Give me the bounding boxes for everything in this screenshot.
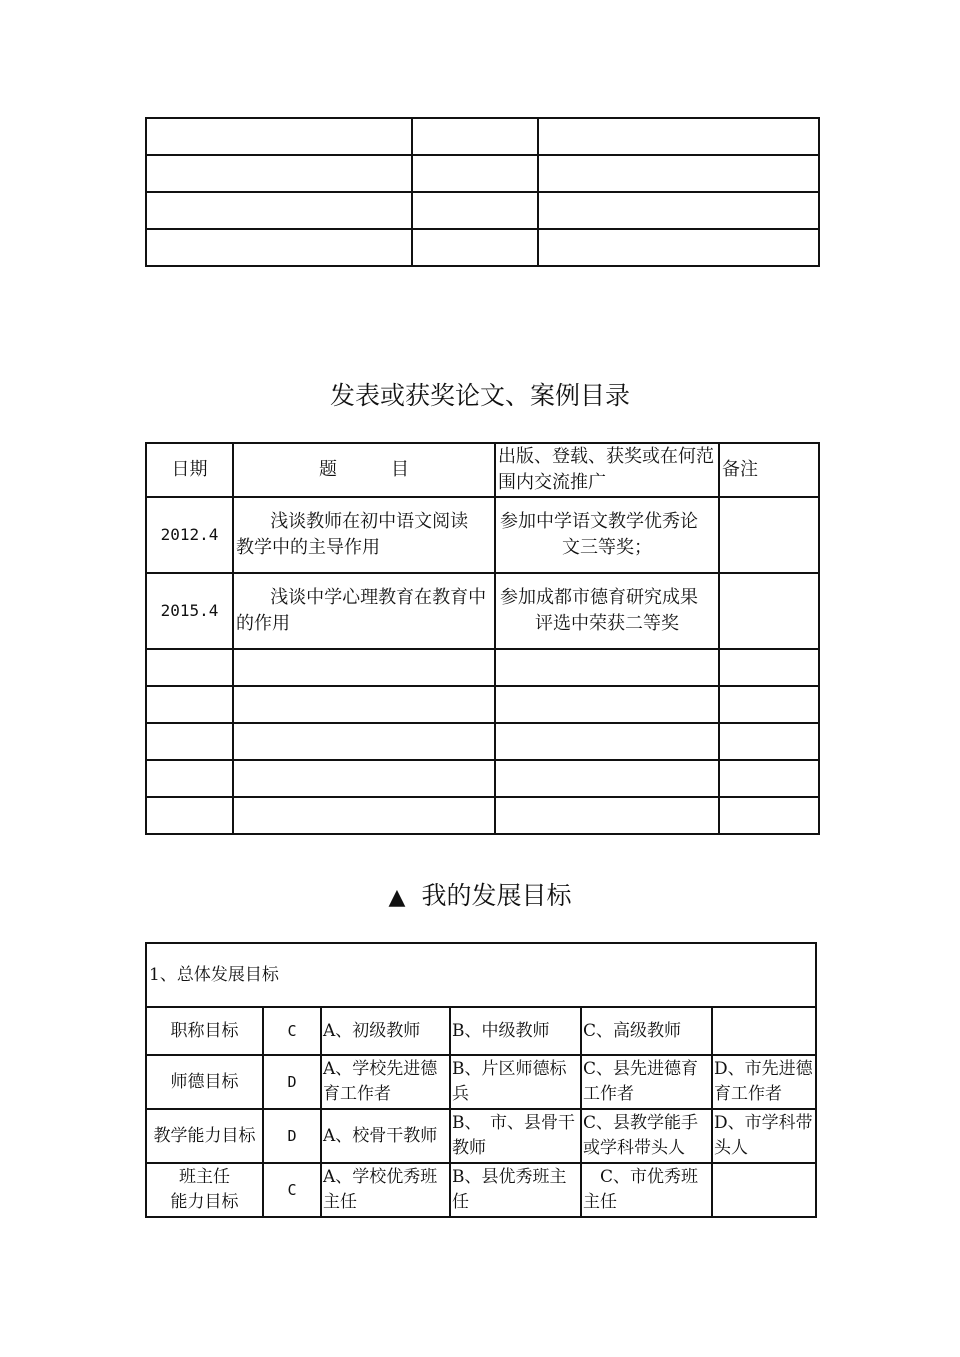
goal-option-d: D、市先进德育工作者 [712,1055,816,1109]
goal-level: C [263,1007,321,1055]
empty-cell [146,229,412,266]
paper-publication-line: 评选中荣获二等奖 [535,613,679,634]
paper-subject-line: 浅谈中学心理教育在教育中 [270,587,487,608]
header-subject: 题 目 [233,443,495,497]
empty-cell [146,118,412,155]
goal-option-c: C、市优秀班主任 [581,1163,712,1217]
goal-option-d: D、市学科带头人 [712,1109,816,1163]
paper-note [719,573,819,649]
triangle-marker-icon: ▲ [388,885,406,910]
empty-cell [495,686,719,723]
table-row [146,229,819,266]
goal-option-d [712,1007,816,1055]
papers-table [145,442,820,835]
empty-cell [719,686,819,723]
paper-publication-line: 参加成都市德育研究成果 [500,587,698,608]
empty-cell [719,723,819,760]
empty-cell [495,797,719,834]
continued-empty-table [145,117,820,267]
empty-cell [412,229,538,266]
goal-option-a: A、学校先进德育工作者 [321,1055,450,1109]
empty-cell [538,118,819,155]
empty-cell [538,229,819,266]
goal-option-b: B、 市、县骨干教师 [450,1109,581,1163]
empty-cell [146,649,233,686]
empty-cell [412,192,538,229]
table-row [146,1055,816,1109]
goal-option-b: B、中级教师 [450,1007,581,1055]
goal-option-c: C、县先进德育工作者 [581,1055,712,1109]
paper-subject [233,497,495,573]
goal-label: 教学能力目标 [146,1109,263,1163]
header-note: 备注 [719,443,819,497]
empty-cell [412,155,538,192]
empty-cell [233,797,495,834]
table-row [146,943,816,1007]
paper-subject-line: 浅谈教师在初中语文阅读 [270,511,469,532]
paper-date: 2012.4 [146,497,233,573]
header-date: 日期 [146,443,233,497]
goal-option-b: B、县优秀班主任 [450,1163,581,1217]
goal-label [146,1163,263,1217]
goal-level: D [263,1055,321,1109]
empty-cell [719,797,819,834]
goals-table [145,942,817,1218]
goal-level: D [263,1109,321,1163]
empty-cell [146,797,233,834]
empty-cell [538,155,819,192]
table-row [146,1007,816,1055]
goal-label: 师德目标 [146,1055,263,1109]
paper-subject-line: 教学中的主导作用 [236,537,380,558]
empty-cell [495,760,719,797]
table-row [146,573,819,649]
goal-option-a: A、初级教师 [321,1007,450,1055]
table-row [146,192,819,229]
paper-subject-line: 的作用 [236,613,290,634]
goal-option-a: A、学校优秀班主任 [321,1163,450,1217]
goal-label-line: 能力目标 [170,1192,239,1212]
paper-note [719,497,819,573]
empty-cell [233,723,495,760]
goals-section-title [0,876,960,912]
table-row [146,797,819,834]
empty-cell [146,760,233,797]
empty-cell [146,686,233,723]
empty-cell [495,649,719,686]
paper-publication-line: 参加中学语文教学优秀论 [500,511,698,532]
goal-level: C [263,1163,321,1217]
empty-cell [146,192,412,229]
paper-publication [495,573,719,649]
empty-cell [719,760,819,797]
goal-option-c: C、县教学能手或学科带头人 [581,1109,712,1163]
table-header-row [146,443,819,497]
empty-cell [146,155,412,192]
table-row [146,760,819,797]
table-row [146,649,819,686]
paper-date: 2015.4 [146,573,233,649]
goal-option-c: C、高级教师 [581,1007,712,1055]
empty-cell [538,192,819,229]
table-row [146,1109,816,1163]
goal-label-line: 班主任 [179,1167,230,1187]
empty-cell [233,686,495,723]
empty-cell [146,723,233,760]
papers-section-title: 发表或获奖论文、案例目录 [329,381,630,410]
empty-cell [495,723,719,760]
empty-cell [719,649,819,686]
goal-option-b: B、片区师德标兵 [450,1055,581,1109]
table-row [146,723,819,760]
empty-cell [233,649,495,686]
empty-cell [233,760,495,797]
goals-section-title-text: 我的发展目标 [421,881,572,910]
paper-subject [233,573,495,649]
table-row [146,497,819,573]
goal-label: 职称目标 [146,1007,263,1055]
table-row [146,1163,816,1217]
overall-goal-label: 1、总体发展目标 [146,943,816,1007]
goal-option-a: A、校骨干教师 [321,1109,450,1163]
header-publication: 出版、登载、获奖或在何范围内交流推广 [495,443,719,497]
table-row [146,686,819,723]
empty-cell [412,118,538,155]
goal-option-d [712,1163,816,1217]
paper-publication-line: 文三等奖； [562,537,652,558]
paper-publication [495,497,719,573]
table-row [146,118,819,155]
table-row [146,155,819,192]
